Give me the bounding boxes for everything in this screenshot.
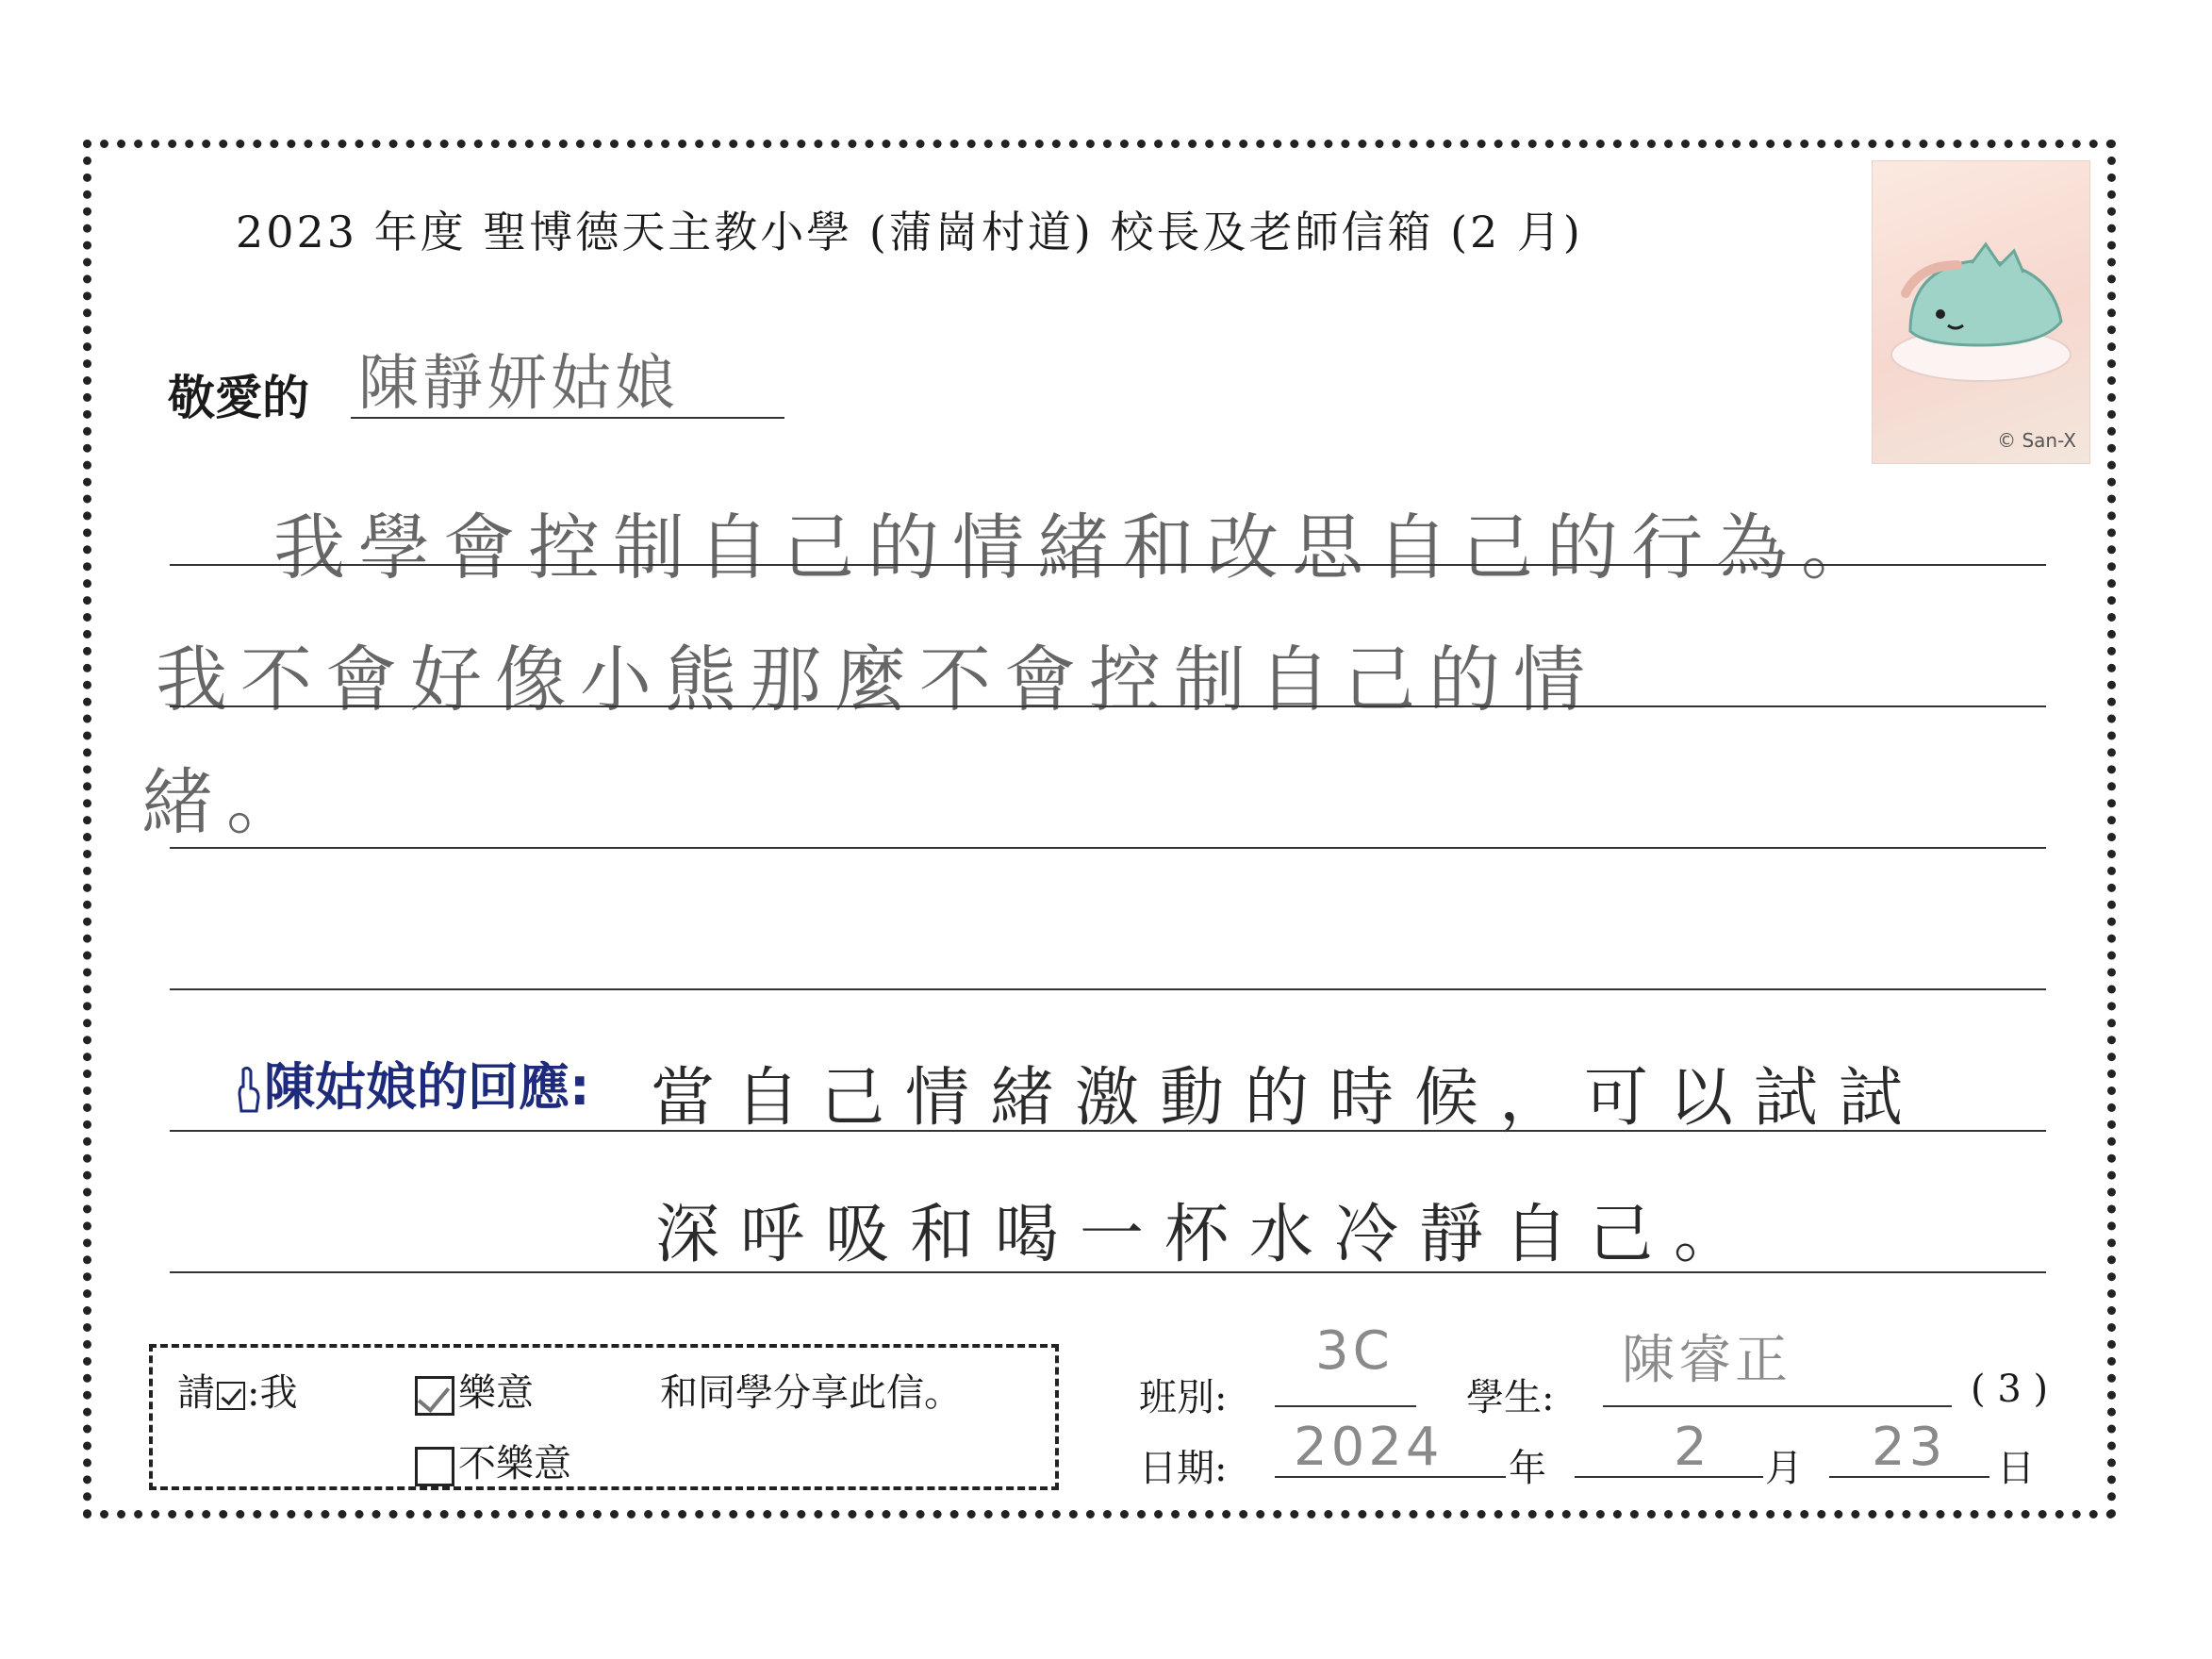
share-prompt [177, 1363, 297, 1417]
student-field-line [1603, 1405, 1952, 1407]
letter-line-3: 緒。 [141, 760, 311, 844]
addressee-handwriting: 陳靜妍姑娘 [358, 349, 679, 419]
ruled-line [170, 988, 2046, 990]
dinosaur-mascot-icon [1882, 227, 2080, 388]
sticker-stamp [1872, 160, 2090, 464]
ruled-line [170, 564, 2046, 566]
year-unit: 年 [1509, 1447, 1546, 1490]
reply-label [236, 1047, 590, 1120]
year-value: 2024 [1294, 1417, 1444, 1478]
agree-option[interactable] [415, 1363, 534, 1417]
share-sentence: 和同學分享此信。 [660, 1371, 962, 1415]
ruled-line [170, 705, 2046, 707]
date-label: 日期: [1139, 1447, 1228, 1490]
reply-line-1: 當自己情緒激動的時候，可以試試 [651, 1061, 1924, 1136]
stamp-credit: © San-X [1997, 429, 2076, 452]
greeting: 敬愛的 [168, 370, 309, 425]
share-prompt-suffix: :我 [247, 1371, 298, 1415]
disagree-label: 不樂意 [458, 1442, 571, 1485]
student-number: ( 3 ) [1971, 1368, 2049, 1411]
student-label: 學生: [1466, 1376, 1555, 1419]
month-unit: 月 [1765, 1447, 1803, 1490]
addressee-line [351, 417, 784, 419]
page-title: 2023 年度 聖博德天主教小學 (蒲崗村道) 校長及老師信箱 (2 月) [236, 207, 1583, 257]
class-value: 3C [1315, 1320, 1394, 1382]
share-prompt-prefix: 請 [177, 1371, 215, 1415]
reply-line-2: 深呼吸和喝一杯水冷靜自己。 [655, 1198, 1759, 1272]
agree-label: 樂意 [458, 1371, 534, 1415]
disagree-option[interactable] [415, 1434, 571, 1487]
ruled-line [170, 847, 2046, 849]
day-value: 23 [1872, 1417, 1947, 1478]
year-field-line [1275, 1476, 1506, 1478]
month-value: 2 [1674, 1417, 1711, 1478]
disagree-checkbox[interactable] [415, 1447, 454, 1486]
class-field-line [1275, 1405, 1416, 1407]
agree-checkbox[interactable] [415, 1376, 454, 1416]
class-label: 班別: [1139, 1376, 1228, 1419]
day-field-line [1829, 1476, 1989, 1478]
pointing-hand-icon [236, 1066, 260, 1115]
letter-line-1: 我學會控制自己的情緒和改思自己的行為。 [273, 506, 1886, 589]
ruled-line [170, 1271, 2046, 1273]
letter-line-2: 我不會好像小熊那麼不會控制自己的情 [156, 638, 1598, 722]
checkbox-sample-icon [217, 1382, 245, 1410]
ruled-line [170, 1130, 2046, 1132]
month-field-line [1575, 1476, 1763, 1478]
reply-label-text: 陳姑娘的回應: [264, 1057, 590, 1117]
day-unit: 日 [1997, 1447, 2035, 1490]
student-value: 陳睿正 [1622, 1330, 1791, 1391]
